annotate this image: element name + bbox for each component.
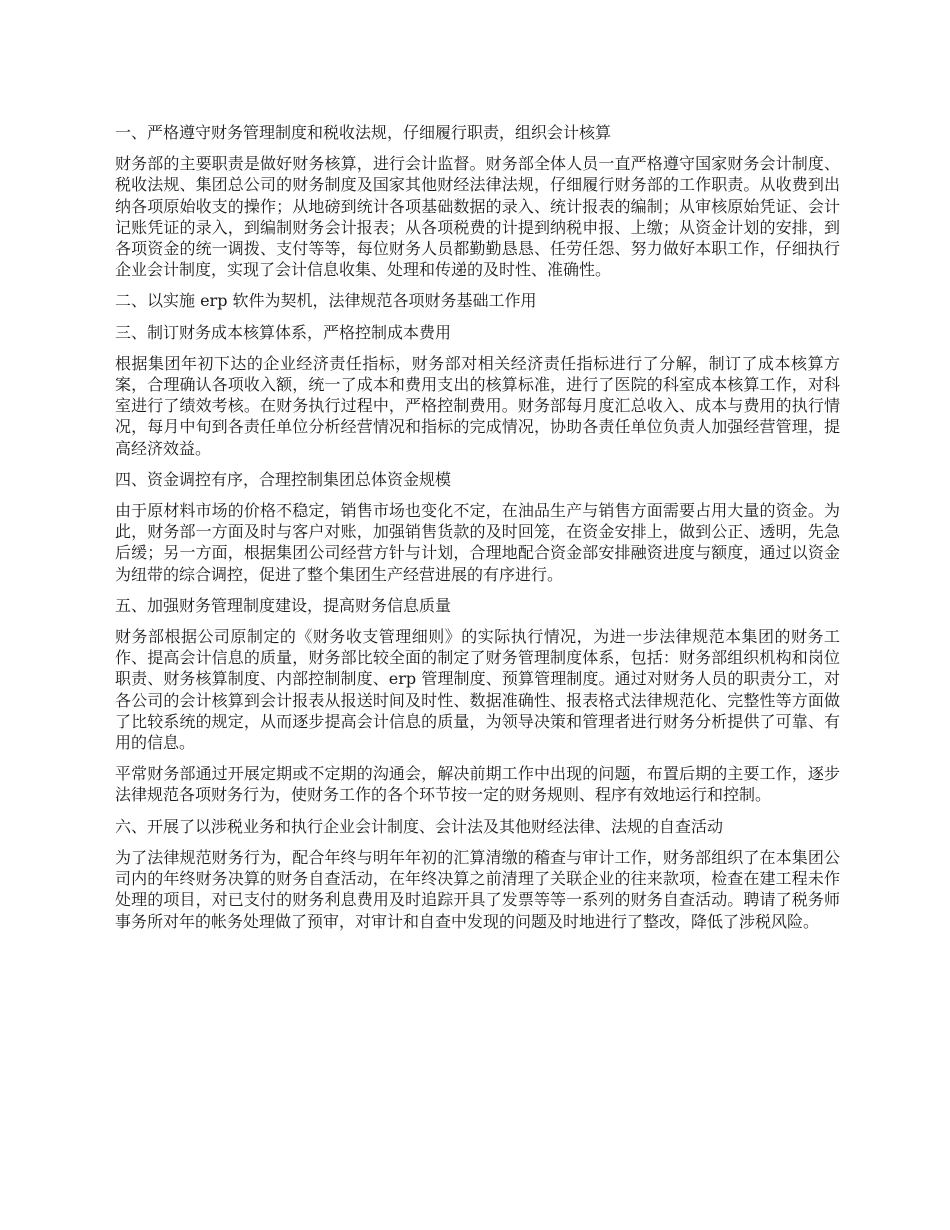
section-heading-1: 一、严格遵守财务管理制度和税收法规，仔细履行职责，组织会计核算 <box>115 123 612 142</box>
section-paragraph-5a: 财务部根据公司原制定的《财务收支管理细则》的实际执行情况，为进一步法律规范本集团的财务工作、提高会计信息的质量，财务部比较全面的制定了财务管理制度体系，包括：财务部组织机构和岗位职责、财务核算制度、内部控制制度、erp 管理制度、预算管理制度。通过对财务人员的职责分工，对各公司的会计核算到会计报表从报送时间及时性、数据准确性、报表格式法律规范化、完整性等方面做了比较系统的规定，从而逐步提高会计信息的质量，为领导决策和管理者进行财务分析提供了可靠、有用的信息。 <box>115 627 840 753</box>
section-heading-4: 四、资金调控有序，合理控制集团总体资金规模 <box>115 469 452 489</box>
section-paragraph-3: 根据集团年初下达的企业经济责任指标，财务部对相关经济责任指标进行了分解，制订了成本核算方案，合理确认各项收入额，统一了成本和费用支出的核算标准，进行了医院的科室成本核算工作，对科室进行了绩效考核。在财务执行过程中，严格控制费用。财务部每月度汇总收入、成本与费用的执行情况，每月中旬到各责任单位分析经营情况和指标的完成情况，协助各责任单位负责人加强经营管理，提高经济效益。 <box>115 353 840 458</box>
section-paragraph-5b: 平常财务部通过开展定期或不定期的沟通会，解决前期工作中出现的问题，布置后期的主要工作，逐步法律规范各项财务行为，使财务工作的各个环节按一定的财务规则、程序有效地运行和控制。 <box>115 764 840 805</box>
section-heading-5: 五、加强财务管理制度建设，提高财务信息质量 <box>115 595 452 615</box>
section-heading-2: 二、以实施 erp 软件为契机，法律规范各项财务基础工作用 <box>115 291 537 311</box>
section-paragraph-4: 由于原材料市场的价格不稳定，销售市场也变化不定，在油品生产与销售方面需要占用大量的资金。为此，财务部一方面及时与客户对账，加强销售货款的及时回笼，在资金安排上，做到公正、透明，先急后缓；另一方面，根据集团公司经营方针与计划，合理地配合资金部安排融资进度与额度，通过以资金为纽带的综合调控，促进了整个集团生产经营进展的有序进行。 <box>115 501 840 584</box>
section-heading-3: 三、制订财务成本核算体系，严格控制成本费用 <box>115 322 452 342</box>
section-heading-6: 六、开展了以涉税业务和执行企业会计制度、会计法及其他财经法律、法规的自查活动 <box>115 816 724 836</box>
section-paragraph-6: 为了法律规范财务行为，配合年终与明年年初的汇算清缴的稽查与审计工作，财务部组织了在本集团公司内的年终财务决算的财务自查活动，在年终决算之前清理了关联企业的往来款项，检查在建工程未作处理的项目，对已支付的财务利息费用及时追踪开具了发票等等一系列的财务自查活动。聘请了税务师事务所对年的帐务处理做了预审，对审计和自查中发现的问题及时地进行了整改，降低了涉税风险。 <box>115 847 840 931</box>
document-page <box>115 122 840 942</box>
section-paragraph-1: 财务部的主要职责是做好财务核算，进行会计监督。财务部全体人员一直严格遵守国家财务会计制度、税收法规、集团总公司的财务制度及国家其他财经法律法规，仔细履行财务部的工作职责。从收费到出纳各项原始收支的操作；从地磅到统计各项基础数据的录入、统计报表的编制；从审核原始凭证、会计记账凭证的录入，到编制财务会计报表；从各项税费的计提到纳税申报、上缴；从资金计划的安排，到各项资金的统一调拨、支付等等，每位财务人员都勤勤恳恳、任劳任怨、努力做好本职工作，仔细执行企业会计制度，实现了会计信息收集、处理和传递的及时性、准确性。 <box>115 154 840 280</box>
